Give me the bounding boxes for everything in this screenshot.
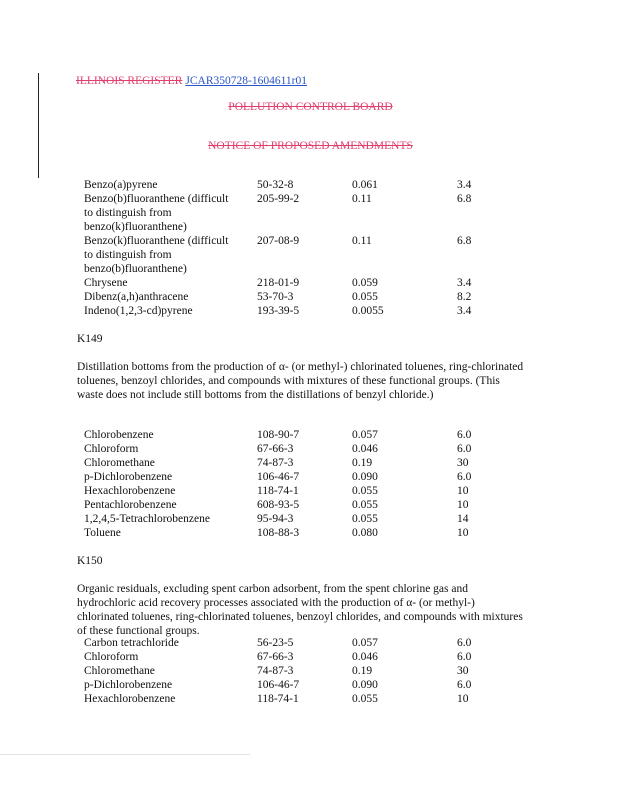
agency-heading: POLLUTION CONTROL BOARD — [228, 101, 393, 113]
wastewater-standard: 0.090 — [352, 679, 378, 691]
description-line: hydrochloric acid recovery processes associated with the production of α- (or methyl-) — [77, 597, 475, 609]
wastewater-standard: 0.055 — [352, 693, 378, 705]
description-line: Organic residuals, excluding spent carbon adsorbent, from the spent chlorine gas and — [77, 583, 468, 595]
wastewater-standard: 0.059 — [352, 277, 378, 289]
nonwastewater-standard: 6.8 — [457, 235, 472, 247]
notice-heading: NOTICE OF PROPOSED AMENDMENTS — [208, 140, 413, 152]
description-line: Distillation bottoms from the production of α- (or methyl-) chlorinated toluenes, ring-chlorinated — [77, 361, 524, 373]
constituent-name: 1,2,4,5-Tetrachlorobenzene — [84, 513, 210, 525]
footer-rule — [0, 754, 250, 755]
cas-number: 205-99-2 — [257, 193, 300, 205]
constituent-name: Hexachlorobenzene — [84, 485, 176, 497]
constituent-name: p-Dichlorobenzene — [84, 471, 173, 483]
wastewater-standard: 0.090 — [352, 471, 378, 483]
constituent-name: Carbon tetrachloride — [84, 637, 179, 649]
table-row — [84, 636, 504, 650]
wastewater-standard: 0.055 — [352, 485, 378, 497]
constituent-name-continued: to distinguish from — [84, 207, 172, 219]
table-row — [84, 664, 504, 678]
cas-number: 95-94-3 — [257, 513, 294, 525]
table-row — [84, 442, 504, 456]
constituent-name: Chloroform — [84, 651, 139, 663]
nonwastewater-standard: 6.0 — [457, 679, 472, 691]
description-line: waste does not include still bottoms from the distillations of benzyl chloride.) — [77, 389, 434, 401]
table-row — [84, 304, 504, 318]
wastewater-standard: 0.057 — [352, 429, 378, 441]
register-id-inserted: JCAR350728-1604611r01 — [185, 75, 307, 87]
revision-margin-bar — [38, 73, 39, 178]
waste-description-k150 — [77, 582, 557, 638]
nonwastewater-standard: 3.4 — [457, 277, 472, 289]
cas-number: 106-46-7 — [257, 679, 300, 691]
wastewater-standard: 0.19 — [352, 665, 373, 677]
nonwastewater-standard: 6.0 — [457, 651, 472, 663]
table-row — [84, 484, 504, 498]
nonwastewater-standard: 3.4 — [457, 305, 472, 317]
wastewater-standard: 0.061 — [352, 179, 378, 191]
constituent-name: Chlorobenzene — [84, 429, 154, 441]
constituent-name: Chloromethane — [84, 457, 155, 469]
wastewater-standard: 0.046 — [352, 443, 378, 455]
constituent-name: Dibenz(a,h)anthracene — [84, 291, 189, 303]
constituent-name: Benzo(k)fluoranthene (difficult — [84, 235, 229, 247]
register-name-deleted: ILLINOIS REGISTER — [76, 75, 183, 87]
nonwastewater-standard: 10 — [457, 693, 469, 705]
nonwastewater-standard: 10 — [457, 499, 469, 511]
constituent-name: Pentachlorobenzene — [84, 499, 177, 511]
nonwastewater-standard: 6.0 — [457, 637, 472, 649]
wastewater-standard: 0.055 — [352, 513, 378, 525]
wastewater-standard: 0.19 — [352, 457, 373, 469]
table-row — [84, 456, 504, 470]
table-row — [84, 470, 504, 484]
nonwastewater-standard: 3.4 — [457, 179, 472, 191]
table-row — [84, 234, 504, 248]
constituent-name: p-Dichlorobenzene — [84, 679, 173, 691]
table-row — [84, 526, 504, 540]
constituent-name: Chrysene — [84, 277, 128, 289]
register-header — [76, 74, 307, 88]
wastewater-standard: 0.080 — [352, 527, 378, 539]
cas-number: 108-88-3 — [257, 527, 300, 539]
cas-number: 193-39-5 — [257, 305, 300, 317]
cas-number: 74-87-3 — [257, 665, 294, 677]
table-row — [84, 650, 504, 664]
wastewater-standard: 0.0055 — [352, 305, 384, 317]
cas-number: 608-93-5 — [257, 499, 300, 511]
cas-number: 53-70-3 — [257, 291, 294, 303]
cas-number: 118-74-1 — [257, 485, 299, 497]
constituent-name: Benzo(a)pyrene — [84, 179, 158, 191]
table-row — [84, 276, 504, 290]
cas-number: 218-01-9 — [257, 277, 300, 289]
waste-code-k149: K149 — [77, 333, 103, 345]
wastewater-standard: 0.11 — [352, 193, 372, 205]
wastewater-standard: 0.11 — [352, 235, 372, 247]
description-line: of these functional groups. — [77, 625, 200, 637]
table-row — [84, 290, 504, 304]
constituent-name: Toluene — [84, 527, 121, 539]
constituent-name: Indeno(1,2,3-cd)pyrene — [84, 305, 193, 317]
constituent-name-continued: to distinguish from — [84, 249, 172, 261]
table-row — [84, 192, 504, 206]
nonwastewater-standard: 30 — [457, 665, 469, 677]
cas-number: 106-46-7 — [257, 471, 300, 483]
constituent-name: Chloroform — [84, 443, 139, 455]
constituent-name: Chloromethane — [84, 665, 155, 677]
table-row — [84, 692, 504, 706]
table-row — [84, 178, 504, 192]
constituent-name-continued: benzo(k)fluoranthene) — [84, 221, 187, 233]
cas-number: 207-08-9 — [257, 235, 300, 247]
constituent-name: Benzo(b)fluoranthene (difficult — [84, 193, 229, 205]
wastewater-standard: 0.055 — [352, 499, 378, 511]
cas-number: 50-32-8 — [257, 179, 294, 191]
nonwastewater-standard: 6.8 — [457, 193, 472, 205]
waste-description-k149 — [77, 360, 557, 402]
nonwastewater-standard: 6.0 — [457, 471, 472, 483]
nonwastewater-standard: 14 — [457, 513, 469, 525]
nonwastewater-standard: 30 — [457, 457, 469, 469]
nonwastewater-standard: 6.0 — [457, 443, 472, 455]
nonwastewater-standard: 10 — [457, 485, 469, 497]
table-row — [84, 678, 504, 692]
cas-number: 67-66-3 — [257, 443, 294, 455]
table-row — [84, 428, 504, 442]
constituent-name-continued: benzo(b)fluoranthene) — [84, 263, 187, 275]
description-line: toluenes, benzoyl chlorides, and compounds with mixtures of these functional groups. (This — [77, 375, 500, 387]
cas-number: 56-23-5 — [257, 637, 294, 649]
description-line: chlorinated toluenes, ring-chlorinated toluenes, benzoyl chlorides, and compounds with mixtures — [77, 611, 523, 623]
cas-number: 118-74-1 — [257, 693, 299, 705]
wastewater-standard: 0.055 — [352, 291, 378, 303]
wastewater-standard: 0.046 — [352, 651, 378, 663]
nonwastewater-standard: 6.0 — [457, 429, 472, 441]
waste-code-k150: K150 — [77, 555, 103, 567]
cas-number: 108-90-7 — [257, 429, 300, 441]
table-row — [84, 498, 504, 512]
table-row — [84, 512, 504, 526]
nonwastewater-standard: 10 — [457, 527, 469, 539]
nonwastewater-standard: 8.2 — [457, 291, 472, 303]
cas-number: 74-87-3 — [257, 457, 294, 469]
constituent-name: Hexachlorobenzene — [84, 693, 176, 705]
cas-number: 67-66-3 — [257, 651, 294, 663]
wastewater-standard: 0.057 — [352, 637, 378, 649]
